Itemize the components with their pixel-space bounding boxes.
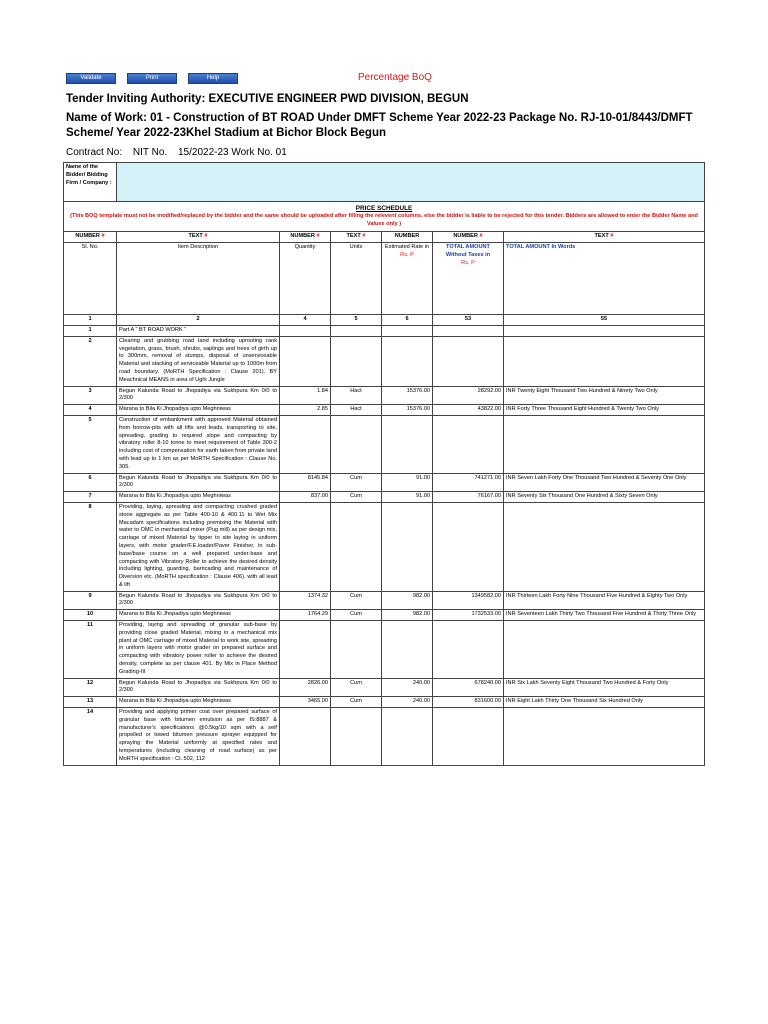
quantity-cell bbox=[280, 502, 331, 591]
sl-no-cell: 11 bbox=[64, 621, 117, 679]
column-label: Item Description bbox=[117, 243, 280, 315]
quantity-cell: 2826.00 bbox=[280, 678, 331, 697]
quantity-cell bbox=[280, 325, 331, 336]
total-amount-cell: 43822.00 bbox=[433, 405, 504, 416]
total-amount-cell: 76167.00 bbox=[433, 492, 504, 503]
item-description-cell: Marana to Bila Ki Jhopadiya upto Meghniwas bbox=[117, 492, 280, 503]
amount-in-words-cell bbox=[504, 621, 705, 679]
toolbar bbox=[66, 73, 249, 84]
column-type: NUMBER # bbox=[433, 232, 504, 243]
table-row bbox=[64, 415, 705, 473]
quantity-cell: 8145.84 bbox=[280, 473, 331, 492]
rate-cell: 15376.00 bbox=[382, 386, 433, 405]
item-description-cell: Marana to Bila Ki Jhopadiya upto Meghniwas bbox=[117, 697, 280, 708]
unit-cell: Cum bbox=[331, 492, 382, 503]
total-amount-cell bbox=[433, 502, 504, 591]
column-index: 5 bbox=[331, 315, 382, 326]
column-index: 53 bbox=[433, 315, 504, 326]
quantity-cell bbox=[280, 621, 331, 679]
sl-no-cell: 8 bbox=[64, 502, 117, 591]
total-amount-cell bbox=[433, 621, 504, 679]
item-description-cell: Providing, laying and spreading of granular sub-base by providing close graded Material, mixing in a mechanical mix plant at OMC carriage of mixed Material to work site, spreading in uniform layers with motor grader on prepared surface and compacting with vibratory power roller to achieve the desired density, complete as per clause 401. By Mix in Place Method Grading-III bbox=[117, 621, 280, 679]
quantity-cell bbox=[280, 415, 331, 473]
amount-in-words-cell: INR Twenty Eight Thousand Two Hundred & Ninety Two Only bbox=[504, 386, 705, 405]
column-index: 6 bbox=[382, 315, 433, 326]
total-amount-cell: 1349582.00 bbox=[433, 591, 504, 610]
amount-in-words-cell bbox=[504, 336, 705, 386]
table-row bbox=[64, 591, 705, 610]
item-description-cell: Begun Kalunda Road to Jhopadiya via Sukhpura Km 0/0 to 2/300 bbox=[117, 678, 280, 697]
unit-cell: Cum bbox=[331, 678, 382, 697]
amount-in-words-cell: INR Thirteen Lakh Forty Nine Thousand Five Hundred & Eighty Two Only bbox=[504, 591, 705, 610]
print-button[interactable]: Print bbox=[127, 73, 177, 84]
boq-title: Percentage BoQ bbox=[358, 72, 432, 83]
tender-authority: Tender Inviting Authority: EXECUTIVE ENGINEER PWD DIVISION, BEGUN bbox=[66, 93, 469, 105]
unit-cell: Cum bbox=[331, 610, 382, 621]
column-index-row bbox=[64, 315, 705, 326]
column-type: TEXT # bbox=[117, 232, 280, 243]
unit-cell bbox=[331, 325, 382, 336]
unit-cell bbox=[331, 621, 382, 679]
amount-in-words-cell: INR Six Lakh Seventy Eight Thousand Two Hundred & Forty Only bbox=[504, 678, 705, 697]
column-index: 55 bbox=[504, 315, 705, 326]
amount-in-words-cell bbox=[504, 415, 705, 473]
table-row bbox=[64, 473, 705, 492]
column-index: 1 bbox=[64, 315, 117, 326]
column-type: NUMBER # bbox=[280, 232, 331, 243]
sl-no-cell: 14 bbox=[64, 708, 117, 766]
rate-cell bbox=[382, 502, 433, 591]
sl-no-cell: 9 bbox=[64, 591, 117, 610]
table-row bbox=[64, 336, 705, 386]
sl-no-cell: 6 bbox=[64, 473, 117, 492]
work-number: 15/2022-23 Work No. 01 bbox=[177, 147, 287, 158]
total-amount-cell bbox=[433, 415, 504, 473]
total-amount-cell: 1732533.00 bbox=[433, 610, 504, 621]
item-description-cell: Marana to Bila Ki Jhopadiya upto Meghniwas bbox=[117, 610, 280, 621]
column-type: NUMBER bbox=[382, 232, 433, 243]
contract-line bbox=[66, 147, 295, 158]
column-type: TEXT # bbox=[504, 232, 705, 243]
table-row bbox=[64, 492, 705, 503]
nit-label: NIT No. bbox=[132, 147, 168, 158]
unit-cell: Hact bbox=[331, 386, 382, 405]
item-description-cell: Part A " BT ROAD WORK " bbox=[117, 325, 280, 336]
contract-label: Contract No: bbox=[66, 147, 123, 158]
sl-no-cell: 1 bbox=[64, 325, 117, 336]
sl-no-cell: 13 bbox=[64, 697, 117, 708]
item-description-cell: Construction of embankment with approved Material obtained from borrow-pits with all lifts and leads, transporting to site, spreading, grading to required slope and compacting by vibratory roller 8-10 tonne to meet requirement of Table 300-2 including cost of compensation for earth taken from private land with lead up to 1 km as per MoRTH Specification : Clause No. 305. bbox=[117, 415, 280, 473]
table-row bbox=[64, 386, 705, 405]
total-amount-cell bbox=[433, 708, 504, 766]
amount-in-words-cell: INR Forty Three Thousand Eight Hundred & Twenty Two Only bbox=[504, 405, 705, 416]
rate-cell: 91.00 bbox=[382, 492, 433, 503]
amount-in-words-cell: INR Seventy Six Thousand One Hundred & Sixty Seven Only bbox=[504, 492, 705, 503]
rate-cell: 15376.00 bbox=[382, 405, 433, 416]
boq-rows bbox=[64, 325, 705, 765]
amount-in-words-cell bbox=[504, 708, 705, 766]
amount-in-words-cell bbox=[504, 325, 705, 336]
column-index: 4 bbox=[280, 315, 331, 326]
quantity-cell: 1764.29 bbox=[280, 610, 331, 621]
amount-in-words-cell: INR Seventeen Lakh Thirty Two Thousand Five Hundred & Thirty Three Only bbox=[504, 610, 705, 621]
rate-cell bbox=[382, 621, 433, 679]
unit-cell bbox=[331, 415, 382, 473]
unit-cell bbox=[331, 502, 382, 591]
item-description-cell: Begun Kalunda Road to Jhopadiya via Sukhpura Km 0/0 to 2/300 bbox=[117, 591, 280, 610]
table-row bbox=[64, 697, 705, 708]
column-label: Estimated Rate in Rs. P bbox=[382, 243, 433, 315]
unit-cell bbox=[331, 708, 382, 766]
help-button[interactable]: Help bbox=[188, 73, 238, 84]
table-row bbox=[64, 610, 705, 621]
column-label-row bbox=[64, 243, 705, 315]
table-row bbox=[64, 405, 705, 416]
work-name: Name of Work: 01 - Construction of BT ROAD Under DMFT Scheme Year 2022-23 Package No. RJ-10-01/8443/DMFT Scheme/ Year 2022-23Khel Stadium at Bichor Block Begun bbox=[66, 112, 693, 139]
rate-cell: 982.00 bbox=[382, 610, 433, 621]
total-amount-cell bbox=[433, 325, 504, 336]
amount-in-words-cell: INR Seven Lakh Forty One Thousand Two Hundred & Seventy One Only bbox=[504, 473, 705, 492]
table-row bbox=[64, 678, 705, 697]
item-description-cell: Providing and applying primer coat over prepared surface of granular base with bitumen emulsion as per IS:8887 & manufacturer's specifications @0.5kg/10 sqm with a self propelled or towed bitumen pressure sprayer equipped for spraying the Material uniformly at specified rates and temperatures (including cleaning of road surface) as per MoRTH specification : Cl. 502, 112 bbox=[117, 708, 280, 766]
rate-cell bbox=[382, 415, 433, 473]
table-row bbox=[64, 502, 705, 591]
sl-no-cell: 3 bbox=[64, 386, 117, 405]
rate-cell bbox=[382, 336, 433, 386]
price-schedule-note: (This BOQ template must not be modified/replaced by the bidder and the same should be uploaded after filling the relevent columns, else the bidder is liable to be rejected for this tender. Bidders are allowed to enter the Bidder Name and Values only ) bbox=[70, 212, 698, 227]
boq-table bbox=[63, 162, 705, 766]
rate-cell: 240.00 bbox=[382, 678, 433, 697]
column-label: TOTAL AMOUNT Without Taxes in Rs. P bbox=[433, 243, 504, 315]
quantity-cell bbox=[280, 708, 331, 766]
sl-no-cell: 10 bbox=[64, 610, 117, 621]
table-row bbox=[64, 708, 705, 766]
column-label: TOTAL AMOUNT In Words bbox=[504, 243, 705, 315]
total-amount-cell: 831600.00 bbox=[433, 697, 504, 708]
total-amount-cell: 678240.00 bbox=[433, 678, 504, 697]
column-type-row bbox=[64, 232, 705, 243]
sl-no-cell: 2 bbox=[64, 336, 117, 386]
sl-no-cell: 5 bbox=[64, 415, 117, 473]
rate-cell bbox=[382, 325, 433, 336]
price-schedule-title: PRICE SCHEDULE bbox=[355, 205, 413, 212]
item-description-cell: Clearing and grubbing road land including uprooting rank vegetation, grass, brush, shrubs, saplings and trees of girth up to 300mm, removal of stumps, disposal of unserviceable Material and stacking of serviceable Material up to 1000m from road boundary. (MoRTH Specification : Clause 201). BY Meachnical MEANS in area of Ughi Jungle bbox=[117, 336, 280, 386]
item-description-cell: Providing, laying, spreading and compacting crushed graded stone aggregate as per Table 400-10 & 400.11 to Wet Mix Macadam specifications including premixing the Material with water to OMC in mechanical mixer (Pug mill) as per design mix, carriage of mixed Material by tipper to site laying in uniform layers, with motor grader/F.E.loader/Paver Finisher, in sub-base/base course on a well prepared under-base and compacting with Vibratory Roller to achieve the desired density including lighting, guarding, barricading and maintenance of Diversion etc. (MoRTH specification : Clause 406). with all lead & lift bbox=[117, 502, 280, 591]
rate-cell bbox=[382, 708, 433, 766]
validate-button[interactable]: Validate bbox=[66, 73, 116, 84]
bidder-name-label: Name of the Bidder/ Bidding Firm / Company : bbox=[64, 163, 117, 202]
item-description-cell: Begun Kalunda Road to Jhopadiya via Sukhpura Km 0/0 to 2/300 bbox=[117, 473, 280, 492]
table-row bbox=[64, 325, 705, 336]
quantity-cell bbox=[280, 336, 331, 386]
quantity-cell: 1374.32 bbox=[280, 591, 331, 610]
amount-in-words-cell bbox=[504, 502, 705, 591]
item-description-cell: Begun Kalunda Road to Jhopadiya via Sukhpura Km 0/0 to 2/300 bbox=[117, 386, 280, 405]
quantity-cell: 3465.00 bbox=[280, 697, 331, 708]
item-description-cell: Marana to Bila Ki Jhopadiya upto Meghniwas bbox=[117, 405, 280, 416]
rate-cell: 982.00 bbox=[382, 591, 433, 610]
column-label: Units bbox=[331, 243, 382, 315]
sl-no-cell: 7 bbox=[64, 492, 117, 503]
column-label: Quantity bbox=[280, 243, 331, 315]
column-type: TEXT # bbox=[331, 232, 382, 243]
column-index: 2 bbox=[117, 315, 280, 326]
column-label: Sl. No. bbox=[64, 243, 117, 315]
quantity-cell: 2.85 bbox=[280, 405, 331, 416]
rate-cell: 240.00 bbox=[382, 697, 433, 708]
total-amount-cell bbox=[433, 336, 504, 386]
quantity-cell: 837.00 bbox=[280, 492, 331, 503]
sl-no-cell: 4 bbox=[64, 405, 117, 416]
sl-no-cell: 12 bbox=[64, 678, 117, 697]
bidder-name-input[interactable] bbox=[117, 163, 705, 202]
unit-cell bbox=[331, 336, 382, 386]
unit-cell: Hact bbox=[331, 405, 382, 416]
unit-cell: Cum bbox=[331, 473, 382, 492]
table-row bbox=[64, 621, 705, 679]
rate-cell: 91.00 bbox=[382, 473, 433, 492]
quantity-cell: 1.84 bbox=[280, 386, 331, 405]
total-amount-cell: 741271.00 bbox=[433, 473, 504, 492]
unit-cell: Cum bbox=[331, 591, 382, 610]
price-schedule bbox=[64, 202, 705, 232]
amount-in-words-cell: INR Eight Lakh Thirty One Thousand Six Hundred Only bbox=[504, 697, 705, 708]
column-type: NUMBER # bbox=[64, 232, 117, 243]
total-amount-cell: 28292.00 bbox=[433, 386, 504, 405]
unit-cell: Cum bbox=[331, 697, 382, 708]
